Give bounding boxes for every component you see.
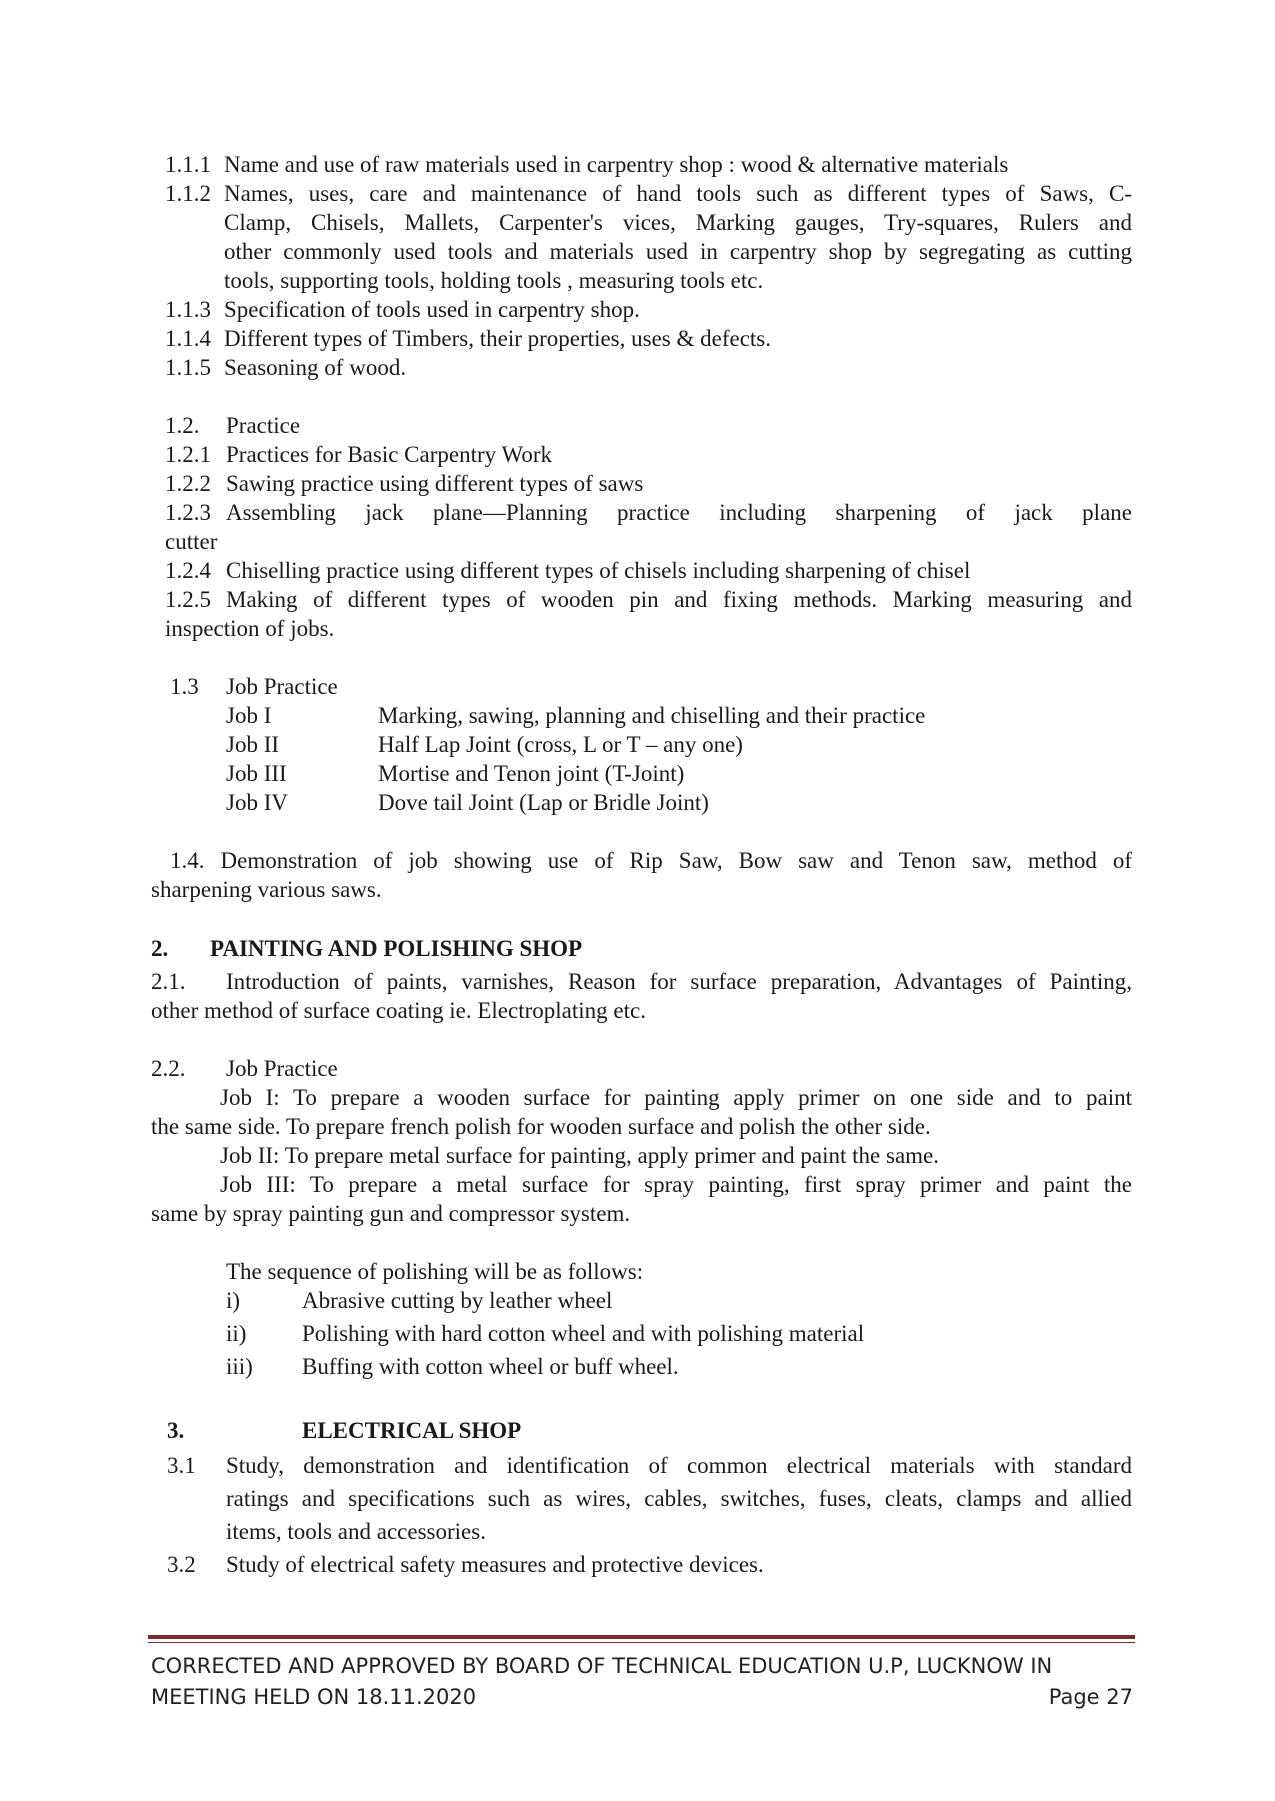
item-number: 1.1.1 bbox=[165, 152, 211, 177]
item-number: 3.2 bbox=[167, 1552, 196, 1577]
sequence-intro: The sequence of polishing will be as follows: bbox=[226, 1259, 644, 1284]
item-number: 1.2.4 bbox=[165, 558, 211, 583]
sequence-item: Abrasive cutting by leather wheel bbox=[302, 1288, 613, 1313]
job-description: Half Lap Joint (cross, L or T – any one) bbox=[378, 732, 743, 757]
footer-rule-thin bbox=[148, 1642, 1135, 1643]
item-number: 2.1. bbox=[151, 969, 186, 994]
item-number: 1.1.5 bbox=[165, 355, 211, 380]
item-number: 1.2.3 bbox=[165, 500, 211, 525]
item-number: 1.2.1 bbox=[165, 442, 211, 467]
section-heading: ELECTRICAL SHOP bbox=[302, 1418, 522, 1443]
job-description: Dove tail Joint (Lap or Bridle Joint) bbox=[378, 790, 709, 815]
job-text-continued: same by spray painting gun and compressor system. bbox=[151, 1201, 631, 1226]
item-text: tools, supporting tools, holding tools , measuring tools etc. bbox=[224, 268, 764, 293]
job-text-continued: the same side. To prepare french polish for wooden surface and polish the other side. bbox=[151, 1114, 931, 1139]
sequence-marker: i) bbox=[226, 1288, 241, 1313]
job-label: Job III bbox=[226, 761, 287, 786]
item-text: Study of electrical safety measures and protective devices. bbox=[226, 1552, 764, 1577]
item-text: Making of different types of wooden pin and fixing methods. Marking measuring and bbox=[226, 587, 1132, 612]
item-text: other commonly used tools and materials used in carpentry shop by segregating as cutting bbox=[224, 239, 1132, 264]
item-number: 1.2.5 bbox=[165, 587, 211, 612]
item-number: 2.2. bbox=[151, 1056, 186, 1081]
item-text: Study, demonstration and identification of common electrical materials with standard bbox=[226, 1453, 1132, 1478]
section-title: Practice bbox=[226, 413, 301, 438]
item-number: 3.1 bbox=[167, 1453, 196, 1478]
demo-text: 1.4. Demonstration of job showing use of Rip Saw, Bow saw and Tenon saw, method of bbox=[170, 848, 1132, 873]
footer-meeting-text: MEETING HELD ON 18.11.2020 bbox=[151, 1685, 477, 1709]
item-text: ratings and specifications such as wires, cables, switches, fuses, cleats, clamps and allied bbox=[226, 1486, 1132, 1511]
footer-rule bbox=[148, 1635, 1135, 1639]
item-text-continued: inspection of jobs. bbox=[165, 616, 335, 641]
section-number: 1.3 bbox=[170, 674, 199, 699]
item-text: Different types of Timbers, their properties, uses & defects. bbox=[224, 326, 771, 351]
sequence-item: Buffing with cotton wheel or buff wheel. bbox=[302, 1354, 679, 1379]
section-heading: PAINTING AND POLISHING SHOP bbox=[210, 936, 583, 961]
section-number: 2. bbox=[151, 936, 169, 961]
job-text: Job II: To prepare metal surface for painting, apply primer and paint the same. bbox=[220, 1143, 940, 1168]
item-text: Seasoning of wood. bbox=[224, 355, 407, 380]
item-number: 1.1.3 bbox=[165, 297, 211, 322]
job-label: Job IV bbox=[226, 790, 288, 815]
job-label: Job I bbox=[226, 703, 272, 728]
sequence-marker: iii) bbox=[226, 1354, 253, 1379]
page-number: Page 27 bbox=[1048, 1685, 1133, 1709]
item-text-continued: cutter bbox=[165, 529, 218, 554]
item-text: Assembling jack plane—Planning practice including sharpening of jack plane bbox=[226, 500, 1132, 525]
demo-text-continued: sharpening various saws. bbox=[151, 877, 382, 902]
item-text: items, tools and accessories. bbox=[226, 1519, 486, 1544]
item-text: Clamp, Chisels, Mallets, Carpenter's vices, Marking gauges, Try-squares, Rulers and bbox=[224, 210, 1132, 235]
item-text: Specification of tools used in carpentry shop. bbox=[224, 297, 640, 322]
job-description: Mortise and Tenon joint (T-Joint) bbox=[378, 761, 685, 786]
job-label: Job II bbox=[226, 732, 280, 757]
item-number: 1.1.4 bbox=[165, 326, 211, 351]
item-number: 1.1.2 bbox=[165, 181, 211, 206]
job-text: Job III: To prepare a metal surface for spray painting, first spray primer and paint the bbox=[220, 1172, 1132, 1197]
sequence-item: Polishing with hard cotton wheel and with polishing material bbox=[302, 1321, 865, 1346]
item-text: Introduction of paints, varnishes, Reason for surface preparation, Advantages of Painting, bbox=[226, 969, 1132, 994]
section-title: Job Practice bbox=[226, 674, 338, 699]
footer-approval-text: CORRECTED AND APPROVED BY BOARD OF TECHNICAL EDUCATION U.P, LUCKNOW IN bbox=[151, 1654, 1053, 1678]
section-title: Job Practice bbox=[226, 1056, 338, 1081]
job-description: Marking, sawing, planning and chiselling and their practice bbox=[378, 703, 926, 728]
item-text: Chiselling practice using different types of chisels including sharpening of chisel bbox=[226, 558, 971, 583]
item-text: Names, uses, care and maintenance of hand tools such as different types of Saws, C- bbox=[224, 181, 1132, 206]
section-number: 1.2. bbox=[165, 413, 200, 438]
item-number: 1.2.2 bbox=[165, 471, 211, 496]
job-text: Job I: To prepare a wooden surface for painting apply primer on one side and to paint bbox=[220, 1085, 1132, 1110]
item-text: Sawing practice using different types of saws bbox=[226, 471, 644, 496]
item-text: Practices for Basic Carpentry Work bbox=[226, 442, 553, 467]
item-text: Name and use of raw materials used in carpentry shop : wood & alternative materials bbox=[224, 152, 1009, 177]
section-number: 3. bbox=[167, 1418, 185, 1443]
item-text-continued: other method of surface coating ie. Electroplating etc. bbox=[151, 998, 646, 1023]
sequence-marker: ii) bbox=[226, 1321, 247, 1346]
